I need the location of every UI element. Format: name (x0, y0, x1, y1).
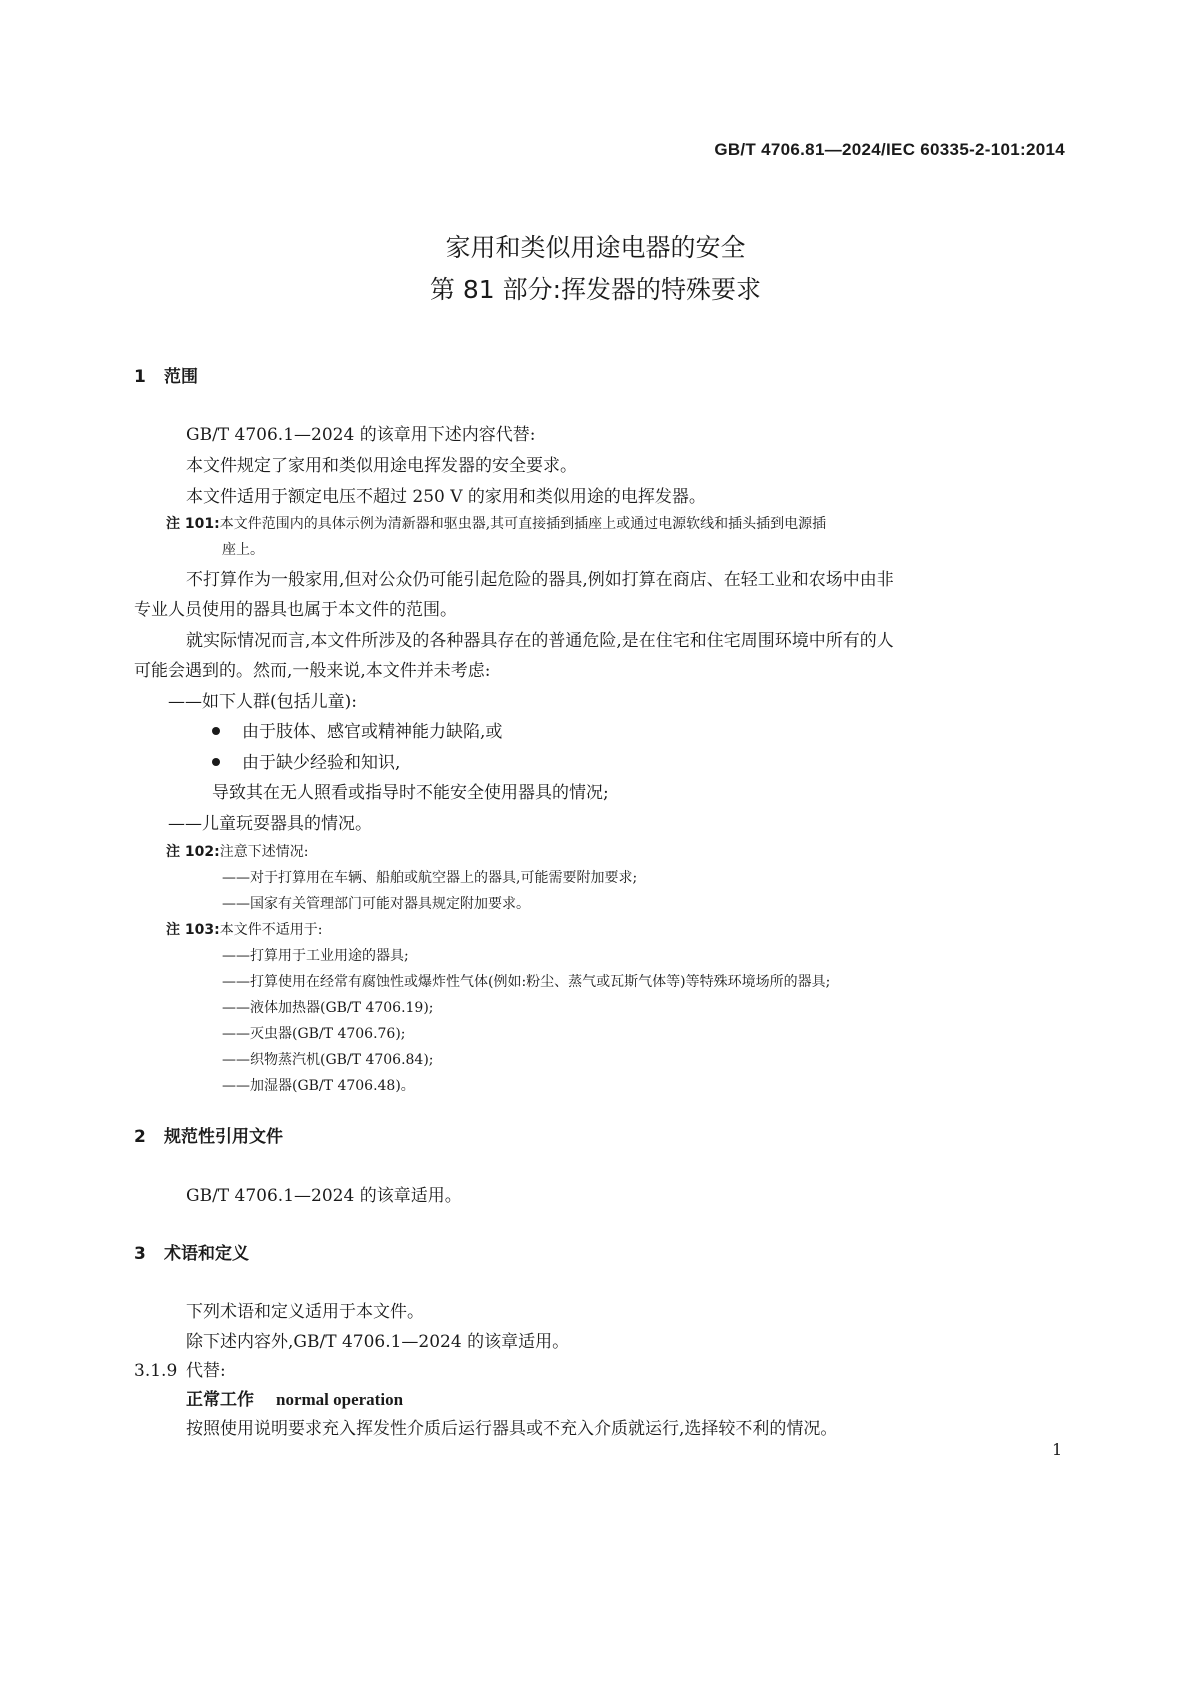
section-2-heading (134, 1122, 283, 1147)
document-title-line1: 家用和类似用途电器的安全 (445, 233, 746, 262)
note-text: 注意下述情况: (219, 844, 309, 860)
section-title: 规范性引用文件 (164, 1127, 283, 1147)
note-text: 本文件不适用于: (219, 922, 323, 938)
bullet-item (212, 717, 502, 742)
paragraph: 不打算作为一般家用,但对公众仍可能引起危险的器具,例如打算在商店、在轻工业和农场中由非 (186, 570, 894, 590)
bullet-icon (212, 758, 220, 766)
note-list-item: ——加湿器(GB/T 4706.48)。 (222, 1078, 415, 1094)
bullet-text: 由于肢体、感官或精神能力缺陷,或 (242, 722, 503, 742)
note-text: 本文件范围内的具体示例为清新器和驱虫器,其可直接插到插座上或通过电源软线和插头插到电源插 (219, 516, 827, 532)
section-1-heading (134, 362, 198, 387)
clause-3-1-9 (134, 1356, 226, 1381)
note-list-item: ——对于打算用在车辆、船舶或航空器上的器具,可能需要附加要求; (222, 870, 638, 886)
note-103 (166, 919, 322, 939)
paragraph: 下列术语和定义适用于本文件。 (186, 1302, 424, 1322)
section-title: 术语和定义 (164, 1244, 249, 1264)
paragraph: 本文件规定了家用和类似用途电挥发器的安全要求。 (186, 456, 577, 476)
note-list-item: ——国家有关管理部门可能对器具规定附加要求。 (222, 896, 530, 912)
note-102 (166, 841, 308, 861)
paragraph: 专业人员使用的器具也属于本文件的范围。 (134, 600, 457, 620)
paragraph: 除下述内容外,GB/T 4706.1—2024 的该章适用。 (186, 1332, 570, 1352)
note-list-item: ——打算使用在经常有腐蚀性或爆炸性气体(例如:粉尘、蒸气或瓦斯气体等)等特殊环境场所的器具; (222, 974, 831, 990)
section-number: 1 (134, 367, 146, 387)
note-label: 注 103: (166, 922, 220, 938)
paragraph: 可能会遇到的。然而,一般来说,本文件并未考虑: (134, 661, 491, 681)
section-3-heading (134, 1239, 249, 1264)
note-101-continuation: 座上。 (222, 542, 264, 558)
note-label: 注 101: (166, 516, 220, 532)
note-list-item: ——液体加热器(GB/T 4706.19); (222, 1000, 434, 1016)
note-list-item: ——打算用于工业用途的器具; (222, 948, 409, 964)
dash-item: ——儿童玩耍器具的情况。 (168, 814, 372, 834)
standard-number: GB/T 4706.81—2024/IEC 60335-2-101:2014 (714, 140, 1065, 159)
document-title-line2: 第 81 部分:挥发器的特殊要求 (429, 275, 762, 304)
section-title: 范围 (164, 367, 198, 387)
section-number: 2 (134, 1127, 146, 1147)
bullet-text: 由于缺少经验和知识, (242, 753, 401, 773)
term-chinese: 正常工作 (186, 1390, 254, 1410)
paragraph: GB/T 4706.1—2024 的该章适用。 (186, 1186, 462, 1206)
term-english: normal operation (276, 1390, 404, 1409)
term-entry (186, 1385, 403, 1410)
bullet-item (212, 748, 400, 773)
dash-item: ——如下人群(包括儿童): (168, 692, 357, 712)
term-definition: 按照使用说明要求充入挥发性介质后运行器具或不充入介质就运行,选择较不利的情况。 (186, 1419, 838, 1439)
note-label: 注 102: (166, 844, 220, 860)
note-list-item: ——灭虫器(GB/T 4706.76); (222, 1026, 406, 1042)
paragraph: GB/T 4706.1—2024 的该章用下述内容代替: (186, 425, 536, 445)
page-number: 1 (1052, 1440, 1063, 1459)
bullet-icon (212, 727, 220, 735)
note-101 (166, 513, 826, 533)
paragraph: 就实际情况而言,本文件所涉及的各种器具存在的普通危险,是在住宅和住宅周围环境中所有的人 (186, 631, 894, 651)
note-list-item: ——织物蒸汽机(GB/T 4706.84); (222, 1052, 434, 1068)
section-number: 3 (134, 1244, 146, 1264)
clause-text: 代替: (186, 1361, 226, 1381)
paragraph: 导致其在无人照看或指导时不能安全使用器具的情况; (212, 783, 609, 803)
clause-number: 3.1.9 (134, 1361, 178, 1381)
paragraph: 本文件适用于额定电压不超过 250 V 的家用和类似用途的电挥发器。 (186, 487, 706, 507)
